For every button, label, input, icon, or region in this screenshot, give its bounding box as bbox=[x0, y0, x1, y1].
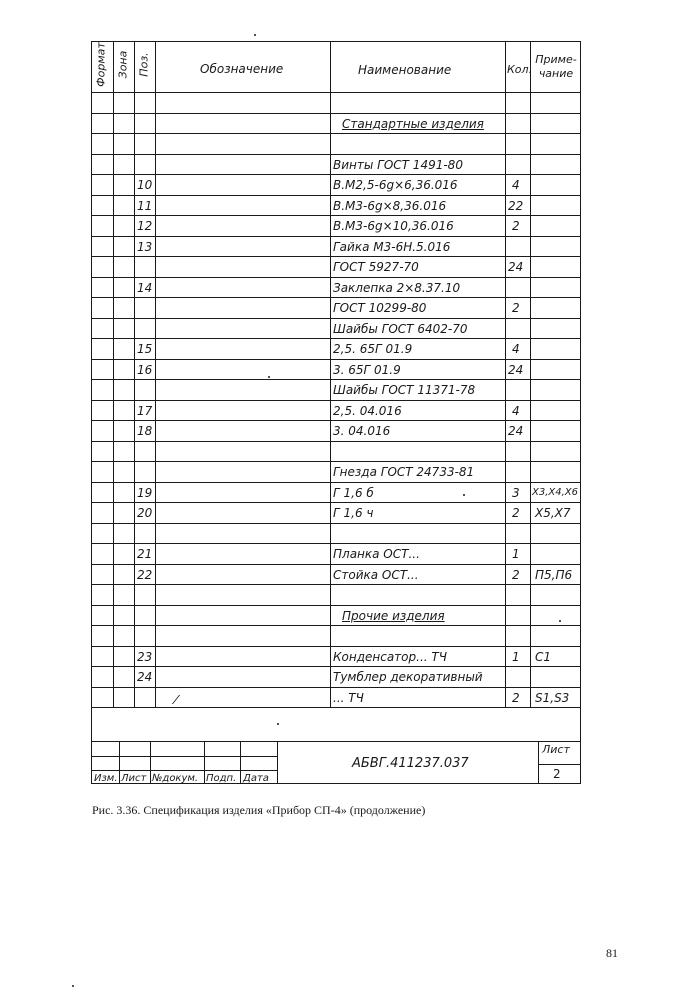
row-name: Тумблер декоративный bbox=[333, 670, 483, 684]
row-divider bbox=[91, 400, 581, 401]
row-quantity: 22 bbox=[508, 198, 524, 213]
row-position: 15 bbox=[137, 342, 153, 356]
row-position: 16 bbox=[137, 362, 153, 377]
row-quantity: 2 bbox=[512, 567, 520, 582]
row-name: 2,5. 04.016 bbox=[333, 403, 402, 418]
row-quantity: 24 bbox=[508, 424, 524, 438]
tb-podp-label: Подп. bbox=[206, 773, 237, 784]
row-divider bbox=[91, 584, 581, 585]
row-quantity: 1 bbox=[512, 547, 520, 561]
row-name: Винты ГОСТ 1491-80 bbox=[333, 157, 463, 172]
row-divider bbox=[91, 687, 581, 688]
title-block-divider bbox=[91, 770, 277, 771]
title-block-divider bbox=[204, 741, 205, 784]
row-position: 11 bbox=[137, 198, 153, 213]
row-quantity: 2 bbox=[512, 506, 520, 520]
tb-sheet-label: Лист bbox=[542, 743, 570, 756]
column-divider bbox=[113, 41, 114, 707]
figure-caption: Рис. 3.36. Спецификация изделия «Прибор СП-4» (продолжение) bbox=[92, 803, 426, 817]
row-name: ... ТЧ bbox=[333, 690, 364, 705]
col-name-header: Наименование bbox=[358, 63, 452, 77]
row-divider bbox=[91, 625, 581, 626]
section-heading: Прочие изделия bbox=[342, 608, 445, 623]
row-position: 21 bbox=[137, 547, 153, 561]
row-divider bbox=[91, 523, 581, 524]
row-name: Шайбы ГОСТ 6402-70 bbox=[333, 321, 468, 336]
row-divider bbox=[91, 359, 581, 360]
row-divider bbox=[91, 133, 581, 134]
row-divider bbox=[91, 154, 581, 155]
row-note: С1 bbox=[535, 649, 552, 664]
row-position: 19 bbox=[137, 485, 153, 500]
row-quantity: 24 bbox=[508, 260, 524, 274]
stray-mark: ⁄ bbox=[175, 693, 178, 707]
row-name: Гнезда ГОСТ 24733-81 bbox=[333, 465, 475, 479]
row-divider bbox=[91, 379, 581, 380]
title-block-divider bbox=[91, 756, 277, 757]
col-zona-header: Зона bbox=[116, 50, 130, 79]
speck bbox=[254, 34, 256, 36]
row-divider bbox=[91, 564, 581, 565]
tb-izm-label: Изм. bbox=[94, 773, 118, 784]
row-name: Планка ОСТ... bbox=[333, 547, 420, 561]
col-poz-header: Поз. bbox=[137, 52, 151, 77]
col-designation-header: Обозначение bbox=[200, 62, 284, 76]
page-number: 81 bbox=[606, 946, 618, 960]
row-divider bbox=[91, 605, 581, 606]
title-block-divider bbox=[277, 741, 278, 784]
row-name: В.М3-6g×8,36.016 bbox=[333, 198, 447, 213]
col-qty-header: Кол. bbox=[507, 63, 533, 76]
column-divider bbox=[330, 41, 331, 707]
row-name: 3. 04.016 bbox=[333, 424, 391, 438]
row-name: Шайбы ГОСТ 11371-78 bbox=[333, 383, 476, 397]
title-block-divider bbox=[240, 741, 241, 784]
row-quantity: 3 bbox=[512, 485, 520, 500]
speck bbox=[463, 494, 465, 496]
row-divider bbox=[91, 482, 581, 483]
row-quantity: 24 bbox=[508, 362, 524, 377]
row-divider bbox=[91, 297, 581, 298]
row-position: 14 bbox=[137, 280, 153, 295]
title-block-divider bbox=[150, 741, 151, 784]
row-quantity: 4 bbox=[512, 342, 520, 356]
row-note: X3,X4,X6 bbox=[532, 486, 578, 498]
row-divider bbox=[91, 461, 581, 462]
row-divider bbox=[91, 543, 581, 544]
column-divider bbox=[505, 41, 506, 707]
row-name: В.М2,5-6g×6,36.016 bbox=[333, 178, 458, 192]
row-name: Г 1,6 б bbox=[333, 485, 374, 500]
col-format-header: Формат bbox=[94, 42, 108, 87]
row-quantity: 2 bbox=[512, 301, 520, 315]
row-divider bbox=[91, 707, 581, 708]
row-name: 2,5. 65Г 01.9 bbox=[333, 342, 413, 356]
speck bbox=[268, 376, 270, 378]
tb-data-label: Дата bbox=[243, 773, 269, 784]
row-divider bbox=[91, 646, 581, 647]
row-divider bbox=[91, 236, 581, 237]
title-block-divider bbox=[119, 741, 120, 784]
row-divider bbox=[91, 277, 581, 278]
row-position: 23 bbox=[137, 649, 153, 664]
speck bbox=[559, 620, 561, 622]
row-divider bbox=[91, 441, 581, 442]
row-name: ГОСТ 10299-80 bbox=[333, 301, 427, 315]
tb-designation: АБВГ.411237.037 bbox=[352, 756, 469, 771]
row-position: 24 bbox=[137, 670, 153, 684]
row-quantity: 1 bbox=[512, 649, 520, 664]
col-note-header: Приме- чание bbox=[535, 53, 577, 80]
row-divider bbox=[91, 113, 581, 114]
speck bbox=[72, 985, 74, 987]
row-name: ГОСТ 5927-70 bbox=[333, 260, 419, 274]
header-divider bbox=[91, 92, 581, 93]
row-divider bbox=[91, 174, 581, 175]
row-quantity: 4 bbox=[512, 178, 520, 192]
row-quantity: 2 bbox=[512, 690, 520, 705]
row-divider bbox=[91, 318, 581, 319]
title-block-divider bbox=[538, 764, 581, 765]
column-divider bbox=[530, 41, 531, 707]
row-note: X5,X7 bbox=[535, 506, 571, 520]
row-note: S1,S3 bbox=[535, 690, 570, 705]
row-position: 17 bbox=[137, 403, 153, 418]
row-position: 18 bbox=[137, 424, 153, 438]
row-divider bbox=[91, 666, 581, 667]
title-block-divider bbox=[538, 741, 539, 784]
row-divider bbox=[91, 195, 581, 196]
row-name: Конденсатор... ТЧ bbox=[333, 649, 447, 664]
row-position: 10 bbox=[137, 178, 153, 192]
tb-sheet-number: 2 bbox=[553, 767, 561, 781]
speck bbox=[277, 723, 279, 725]
row-divider bbox=[91, 215, 581, 216]
row-name: Стойка ОСТ... bbox=[333, 567, 419, 582]
row-position: 12 bbox=[137, 219, 153, 233]
row-name: В.М3-6g×10,36.016 bbox=[333, 219, 454, 233]
row-position: 22 bbox=[137, 567, 153, 582]
row-note: П5,П6 bbox=[535, 567, 573, 582]
tb-ndokum-label: №докум. bbox=[152, 773, 199, 784]
row-name: Г 1,6 ч bbox=[333, 506, 374, 520]
row-divider bbox=[91, 502, 581, 503]
row-divider bbox=[91, 338, 581, 339]
row-name: Гайка М3-6Н.5.016 bbox=[333, 239, 451, 254]
row-quantity: 4 bbox=[512, 403, 520, 418]
column-divider bbox=[155, 41, 156, 707]
row-divider bbox=[91, 256, 581, 257]
title-block-top bbox=[91, 741, 581, 742]
row-divider bbox=[91, 420, 581, 421]
row-quantity: 2 bbox=[512, 219, 520, 233]
tb-list-label: Лист bbox=[121, 773, 147, 784]
row-position: 13 bbox=[137, 239, 153, 254]
column-divider bbox=[134, 41, 135, 707]
row-position: 20 bbox=[137, 506, 153, 520]
row-name: 3. 65Г 01.9 bbox=[333, 362, 401, 377]
row-name: Заклепка 2×8.37.10 bbox=[333, 280, 461, 295]
section-heading: Стандартные изделия bbox=[342, 116, 484, 131]
